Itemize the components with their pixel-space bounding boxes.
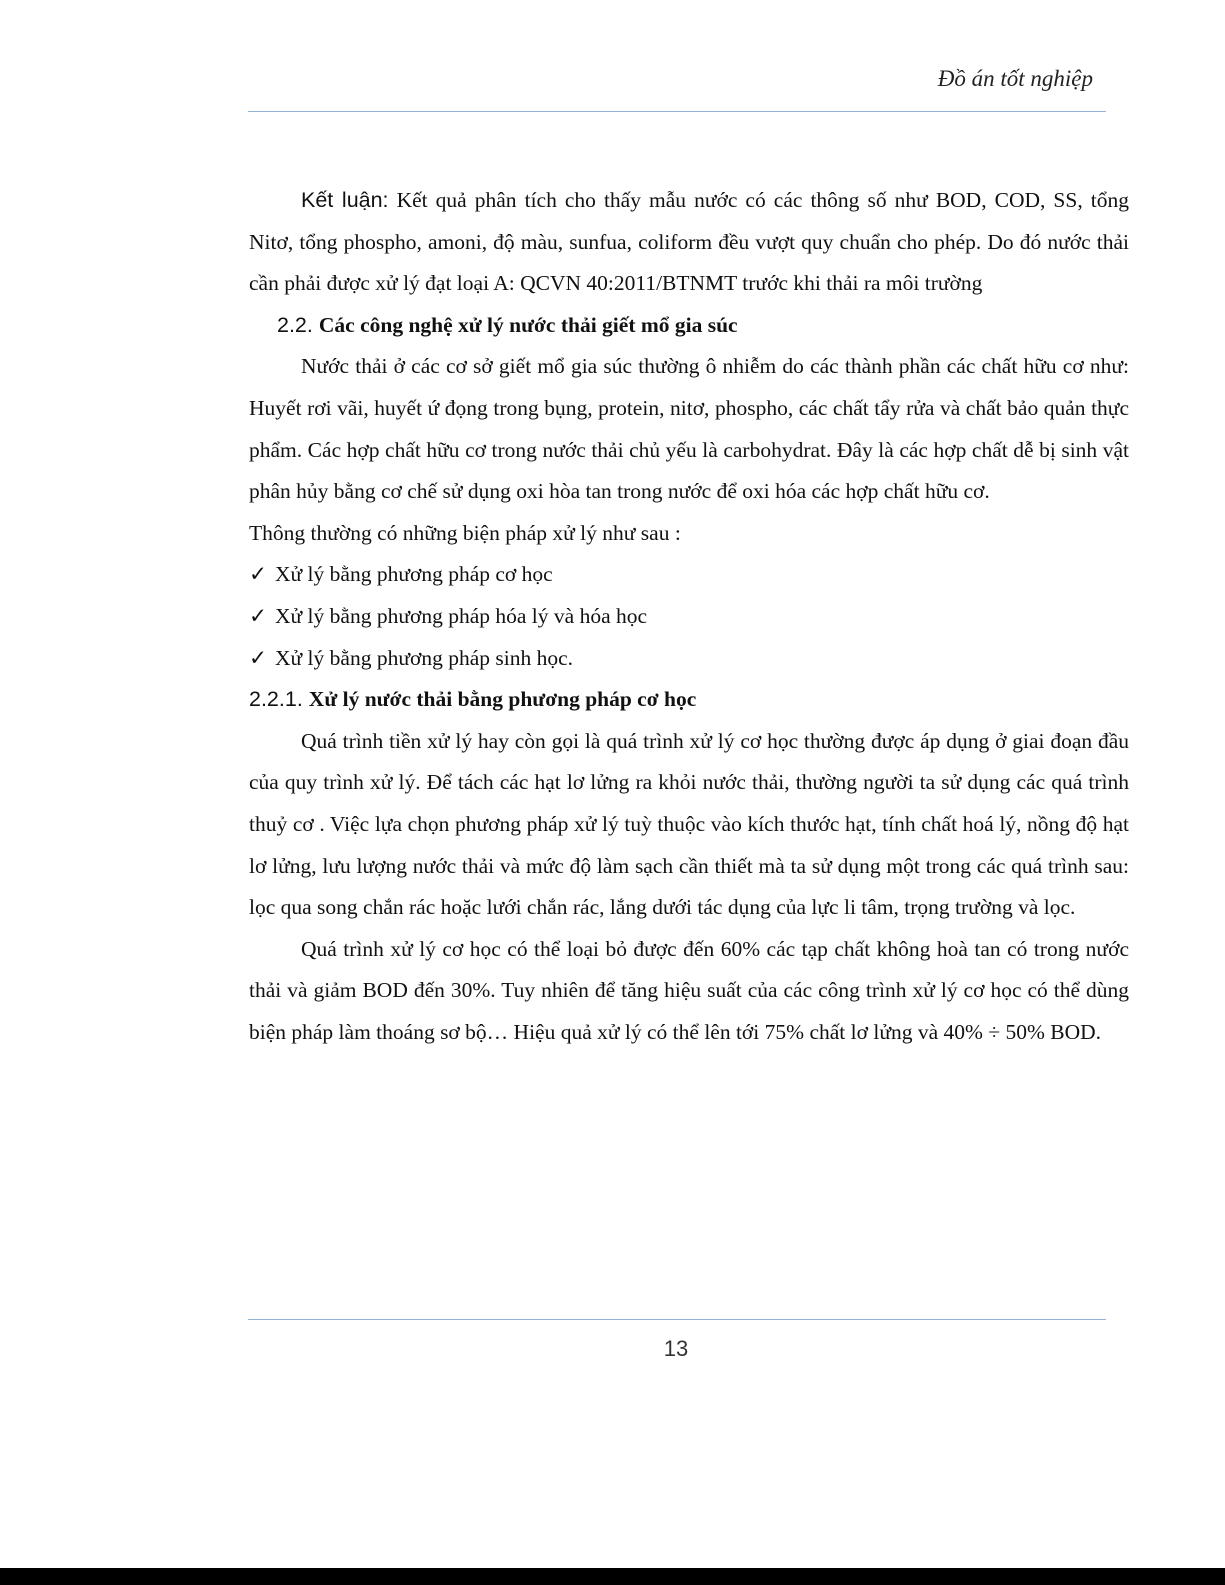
- section-title: Xử lý nước thải bằng phương pháp cơ học: [308, 687, 697, 712]
- header-divider: [248, 111, 1106, 112]
- methods-list: [249, 554, 1129, 679]
- list-item-text: Xử lý bằng phương pháp hóa lý và hóa học: [275, 603, 648, 628]
- paragraph-methods-lead: Thông thường có những biện pháp xử lý như sau :: [249, 520, 681, 545]
- page-body: [249, 180, 1129, 1053]
- running-header: Đồ án tốt nghiệp: [937, 66, 1093, 91]
- list-item: [249, 638, 1129, 680]
- section-number: 2.2.1.: [249, 687, 303, 712]
- paragraph-intro: Nước thải ở các cơ sở giết mổ gia súc thường ô nhiễm do các thành phần các chất hữu cơ như: Huyết rơi vãi, huyết ứ đọng trong bụng, protein, nitơ, phospho, các chất tẩy rửa và chất bảo quản thực phẩm. Các hợp chất hữu cơ trong nước thải chủ yếu là carbohydrat. Đây là các hợp chất dễ bị sinh vật phân hủy bằng cơ chế sử dụng oxi hòa tan trong nước để oxi hóa các hợp chất hữu cơ.: [249, 354, 1129, 504]
- conclusion-lead: Kết luận:: [301, 188, 389, 212]
- section-number: 2.2.: [277, 312, 313, 337]
- list-item-text: Xử lý bằng phương pháp sinh học.: [275, 645, 574, 670]
- checkmark-icon: ✓: [249, 603, 268, 628]
- list-item: [249, 554, 1129, 596]
- paragraph-pretreatment: Quá trình tiền xử lý hay còn gọi là quá trình xử lý cơ học thường được áp dụng ở giai đoạn đầu của quy trình xử lý. Để tách các hạt lơ lửng ra khỏi nước thải, thường người ta sử dụng các quá trình thuỷ cơ . Việc lựa chọn phương pháp xử lý tuỳ thuộc vào kích thước hạt, tính chất hoá lý, nồng độ hạt lơ lửng, lưu lượng nước thải và mức độ làm sạch cần thiết mà ta sử dụng một trong các quá trình sau: lọc qua song chắn rác hoặc lưới chắn rác, lắng dưới tác dụng của lực li tâm, trọng trường và lọc.: [249, 728, 1129, 920]
- list-item: [249, 596, 1129, 638]
- footer-divider: [248, 1319, 1106, 1320]
- section-heading-2-2: [249, 305, 1129, 347]
- paragraph-efficiency: Quá trình xử lý cơ học có thể loại bỏ được đến 60% các tạp chất không hoà tan có trong nước thải và giảm BOD đến 30%. Tuy nhiên để tăng hiệu suất của các công trình xử lý cơ học có thể dùng biện pháp làm thoáng sơ bộ… Hiệu quả xử lý có thể lên tới 75% chất lơ lửng và 40% ÷ 50% BOD.: [249, 936, 1129, 1044]
- page-number: 13: [663, 1336, 689, 1361]
- section-title: Các công nghệ xử lý nước thải giết mổ gia súc: [318, 312, 738, 337]
- bottom-edge-bar: [0, 1568, 1225, 1585]
- list-item-text: Xử lý bằng phương pháp cơ học: [275, 562, 553, 587]
- conclusion-text: Kết quả phân tích cho thấy mẫu nước có các thông số như BOD, COD, SS, tổng Nitơ, tổng phospho, amoni, độ màu, sunfua, coliform đều vượt quy chuẩn cho phép. Do đó nước thải cần phải được xử lý đạt loại A: QCVN 40:2011/BTNMT trước khi thải ra môi trường: [249, 188, 1129, 296]
- checkmark-icon: ✓: [249, 562, 268, 587]
- section-heading-2-2-1: [249, 679, 1129, 721]
- conclusion-paragraph: [249, 180, 1129, 305]
- checkmark-icon: ✓: [249, 645, 268, 670]
